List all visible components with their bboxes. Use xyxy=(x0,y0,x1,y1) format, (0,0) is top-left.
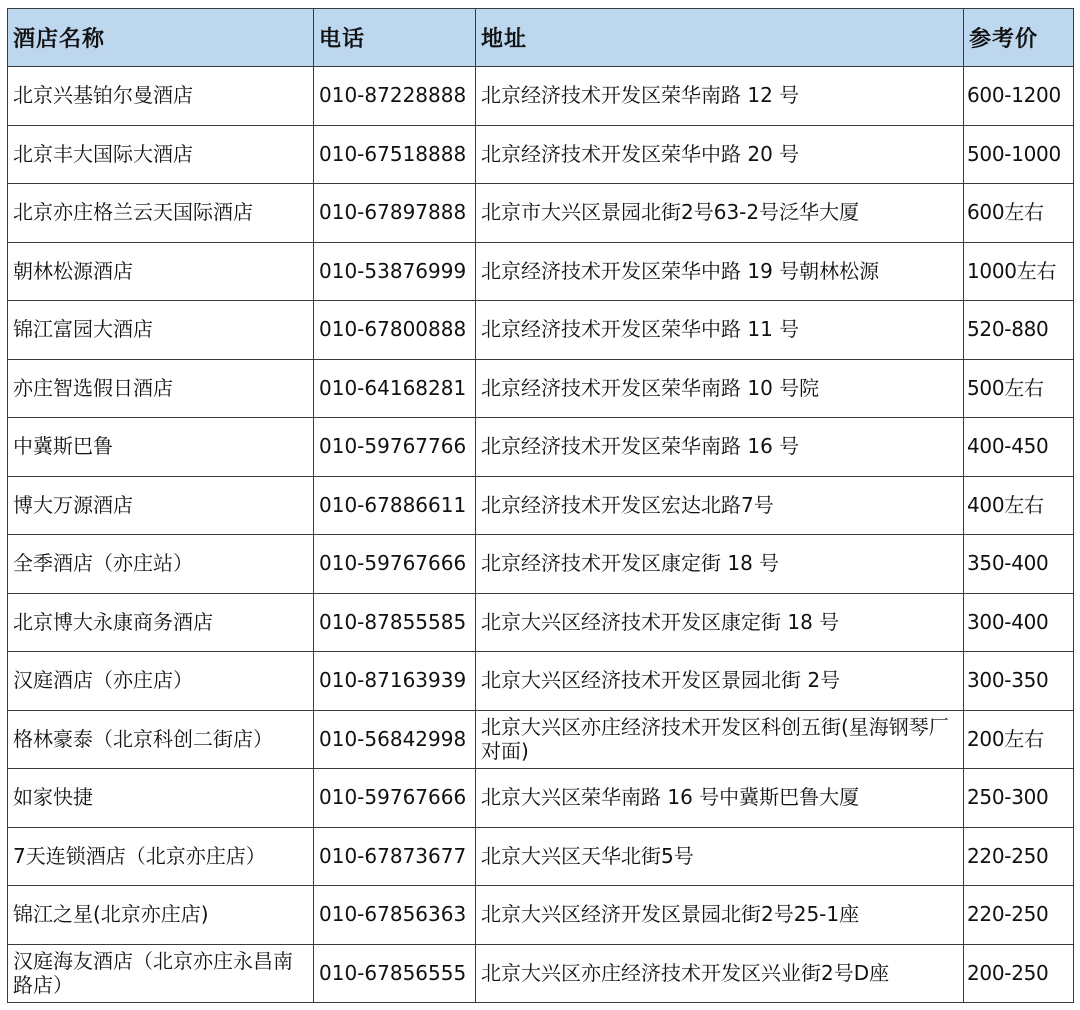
cell-price: 520-880 xyxy=(964,301,1074,360)
table-row xyxy=(8,476,1074,535)
cell-address: 北京大兴区经济技术开发区景园北街 2号 xyxy=(476,652,964,711)
cell-phone: 010-67897888 xyxy=(314,184,476,243)
cell-price: 220-250 xyxy=(964,886,1074,945)
table-row xyxy=(8,301,1074,360)
cell-hotel-name: 格林豪泰（北京科创二街店） xyxy=(8,710,314,769)
cell-hotel-name: 汉庭酒店（亦庄店） xyxy=(8,652,314,711)
hotel-table xyxy=(7,8,1074,1003)
cell-price: 200左右 xyxy=(964,710,1074,769)
table-row xyxy=(8,886,1074,945)
cell-address: 北京大兴区天华北街5号 xyxy=(476,827,964,886)
cell-phone: 010-59767666 xyxy=(314,769,476,828)
table-row xyxy=(8,593,1074,652)
cell-address: 北京大兴区经济技术开发区康定街 18 号 xyxy=(476,593,964,652)
cell-price: 300-350 xyxy=(964,652,1074,711)
cell-hotel-name: 全季酒店（亦庄站） xyxy=(8,535,314,594)
cell-hotel-name: 亦庄智选假日酒店 xyxy=(8,359,314,418)
cell-address: 北京经济技术开发区荣华南路 12 号 xyxy=(476,67,964,126)
cell-price: 200-250 xyxy=(964,944,1074,1003)
cell-phone: 010-53876999 xyxy=(314,242,476,301)
cell-hotel-name: 汉庭海友酒店（北京亦庄永昌南路店） xyxy=(8,944,314,1003)
cell-price: 500左右 xyxy=(964,359,1074,418)
table-row xyxy=(8,535,1074,594)
header-address: 地址 xyxy=(476,9,964,67)
cell-phone: 010-67800888 xyxy=(314,301,476,360)
cell-address: 北京大兴区亦庄经济技术开发区科创五街(星海钢琴厂对面) xyxy=(476,710,964,769)
cell-address: 北京市大兴区景园北街2号63-2号泛华大厦 xyxy=(476,184,964,243)
cell-phone: 010-59767766 xyxy=(314,418,476,477)
table-row xyxy=(8,710,1074,769)
cell-hotel-name: 锦江富园大酒店 xyxy=(8,301,314,360)
cell-address: 北京经济技术开发区宏达北路7号 xyxy=(476,476,964,535)
table-row xyxy=(8,125,1074,184)
cell-phone: 010-67886611 xyxy=(314,476,476,535)
table-header-row xyxy=(8,9,1074,67)
cell-price: 600左右 xyxy=(964,184,1074,243)
table-row xyxy=(8,418,1074,477)
cell-price: 400左右 xyxy=(964,476,1074,535)
cell-phone: 010-87163939 xyxy=(314,652,476,711)
table-row xyxy=(8,944,1074,1003)
cell-hotel-name: 锦江之星(北京亦庄店) xyxy=(8,886,314,945)
table-row xyxy=(8,652,1074,711)
cell-address: 北京经济技术开发区康定街 18 号 xyxy=(476,535,964,594)
table-row xyxy=(8,67,1074,126)
header-hotel-name: 酒店名称 xyxy=(8,9,314,67)
cell-phone: 010-87855585 xyxy=(314,593,476,652)
cell-address: 北京大兴区经济开发区景园北街2号25-1座 xyxy=(476,886,964,945)
cell-hotel-name: 7天连锁酒店（北京亦庄店） xyxy=(8,827,314,886)
cell-hotel-name: 中冀斯巴鲁 xyxy=(8,418,314,477)
cell-phone: 010-64168281 xyxy=(314,359,476,418)
cell-address: 北京经济技术开发区荣华南路 10 号院 xyxy=(476,359,964,418)
cell-address: 北京经济技术开发区荣华中路 19 号朝林松源 xyxy=(476,242,964,301)
cell-hotel-name: 北京博大永康商务酒店 xyxy=(8,593,314,652)
cell-phone: 010-67873677 xyxy=(314,827,476,886)
cell-price: 250-300 xyxy=(964,769,1074,828)
cell-hotel-name: 博大万源酒店 xyxy=(8,476,314,535)
cell-price: 220-250 xyxy=(964,827,1074,886)
cell-address: 北京大兴区荣华南路 16 号中冀斯巴鲁大厦 xyxy=(476,769,964,828)
cell-hotel-name: 北京亦庄格兰云天国际酒店 xyxy=(8,184,314,243)
cell-price: 1000左右 xyxy=(964,242,1074,301)
cell-address: 北京经济技术开发区荣华中路 20 号 xyxy=(476,125,964,184)
cell-phone: 010-67856363 xyxy=(314,886,476,945)
table-row xyxy=(8,827,1074,886)
cell-phone: 010-59767666 xyxy=(314,535,476,594)
cell-address: 北京大兴区亦庄经济技术开发区兴业街2号D座 xyxy=(476,944,964,1003)
cell-hotel-name: 北京丰大国际大酒店 xyxy=(8,125,314,184)
table-row xyxy=(8,359,1074,418)
cell-price: 600-1200 xyxy=(964,67,1074,126)
cell-phone: 010-87228888 xyxy=(314,67,476,126)
cell-price: 400-450 xyxy=(964,418,1074,477)
header-phone: 电话 xyxy=(314,9,476,67)
table-row xyxy=(8,769,1074,828)
cell-phone: 010-56842998 xyxy=(314,710,476,769)
cell-phone: 010-67518888 xyxy=(314,125,476,184)
cell-hotel-name: 北京兴基铂尔曼酒店 xyxy=(8,67,314,126)
cell-price: 350-400 xyxy=(964,535,1074,594)
cell-hotel-name: 如家快捷 xyxy=(8,769,314,828)
cell-phone: 010-67856555 xyxy=(314,944,476,1003)
cell-address: 北京经济技术开发区荣华中路 11 号 xyxy=(476,301,964,360)
header-reference-price: 参考价 xyxy=(964,9,1074,67)
table-row xyxy=(8,242,1074,301)
cell-hotel-name: 朝林松源酒店 xyxy=(8,242,314,301)
cell-price: 300-400 xyxy=(964,593,1074,652)
cell-address: 北京经济技术开发区荣华南路 16 号 xyxy=(476,418,964,477)
table-row xyxy=(8,184,1074,243)
cell-price: 500-1000 xyxy=(964,125,1074,184)
